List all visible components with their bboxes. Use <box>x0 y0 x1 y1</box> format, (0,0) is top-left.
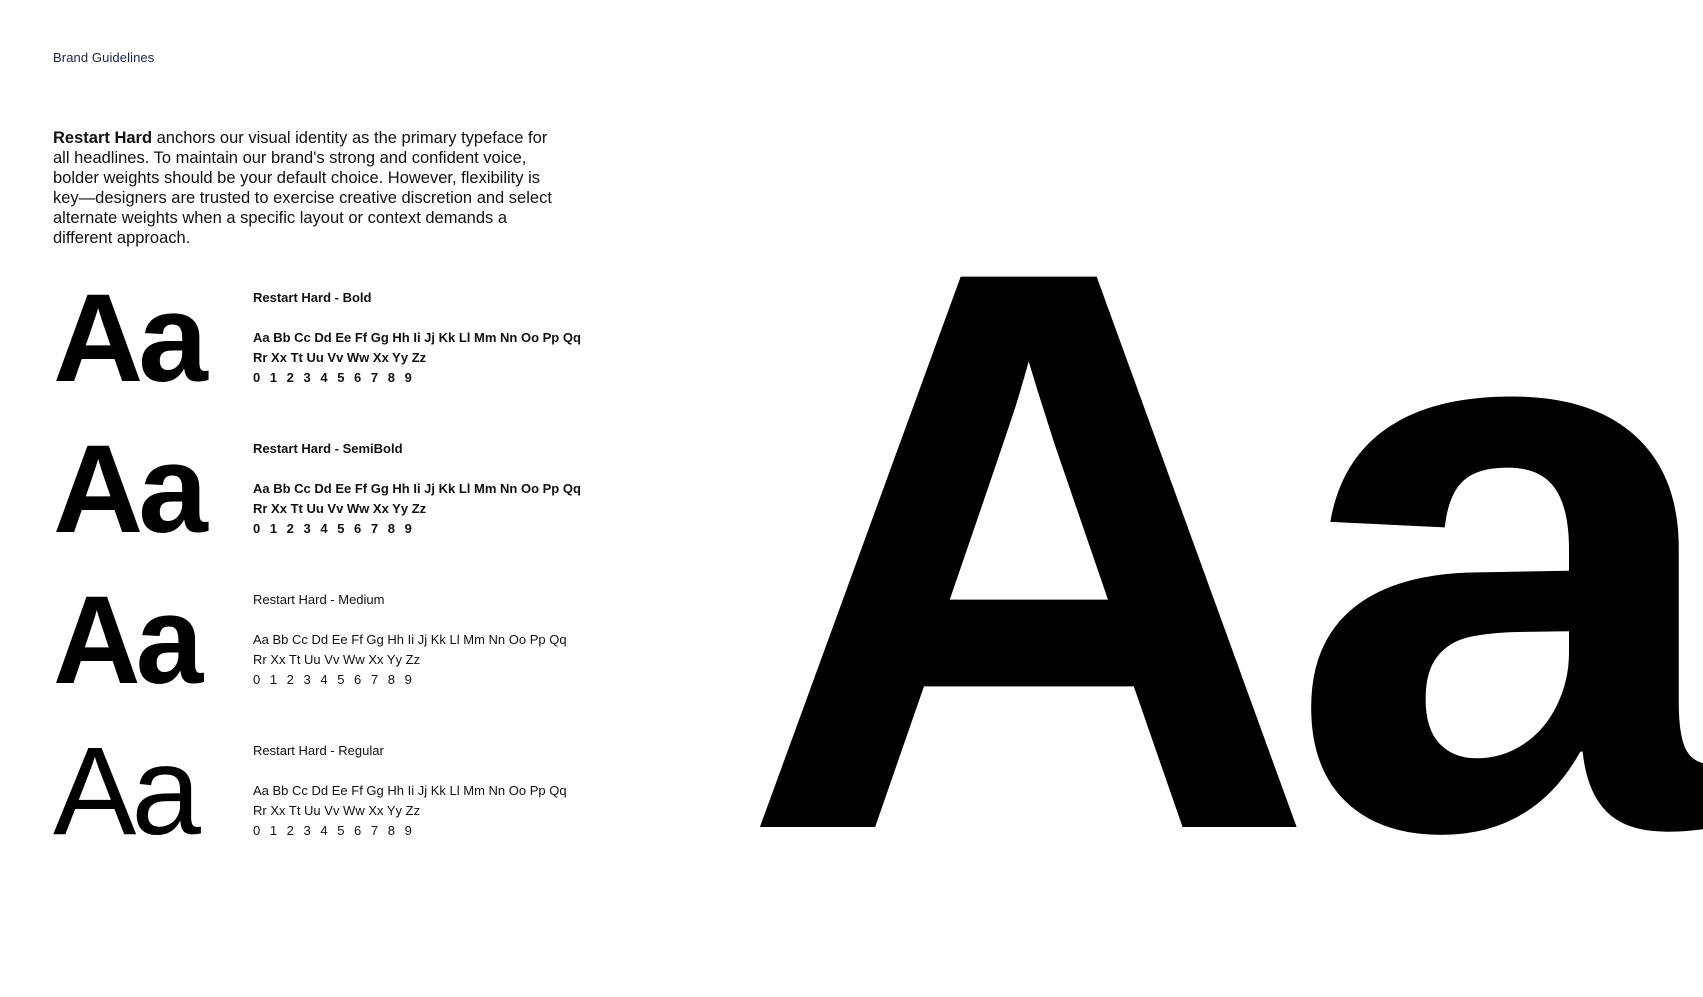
typeface-description: anchors our visual identity as the primary typeface for all headlines. To maintain our brand's strong and confident voice, bolder weights should be your default choice. However, flexibility is key—designers are trusted to exercise creative discretion and select alternate weights when a specific layout or context demands a different approach. <box>53 129 552 247</box>
specimen-glyph-medium: Aa <box>53 571 199 710</box>
weight-alphabet: Aa Bb Cc Dd Ee Ff Gg Hh Ii Jj Kk Ll Mm Nn Oo Pp Qq Rr Xx Tt Uu Vv Ww Xx Yy Zz <box>253 632 567 667</box>
specimen-glyph-bold: Aa <box>53 269 203 408</box>
weight-digits: 0 1 2 3 4 5 6 7 8 9 <box>253 823 415 838</box>
brand-guidelines-label: Brand Guidelines <box>53 50 155 65</box>
weight-alphabet: Aa Bb Cc Dd Ee Ff Gg Hh Ii Jj Kk Ll Mm Nn Oo Pp Qq Rr Xx Tt Uu Vv Ww Xx Yy Zz <box>253 481 581 516</box>
weight-info-medium <box>253 592 583 690</box>
weight-info-bold <box>253 290 583 388</box>
weight-digits: 0 1 2 3 4 5 6 7 8 9 <box>253 370 415 385</box>
weight-info-semibold <box>253 441 583 539</box>
weight-info-regular <box>253 743 583 841</box>
weight-alphabet: Aa Bb Cc Dd Ee Ff Gg Hh Ii Jj Kk Ll Mm Nn Oo Pp Qq Rr Xx Tt Uu Vv Ww Xx Yy Zz <box>253 783 567 818</box>
weight-row-regular <box>53 722 573 861</box>
specimen-glyph-semibold: Aa <box>53 420 203 559</box>
specimen-glyph-regular: Aa <box>53 722 196 861</box>
typeface-name: Restart Hard <box>53 129 153 147</box>
weight-alphabet: Aa Bb Cc Dd Ee Ff Gg Hh Ii Jj Kk Ll Mm Nn Oo Pp Qq Rr Xx Tt Uu Vv Ww Xx Yy Zz <box>253 330 581 365</box>
weight-name: Restart Hard - SemiBold <box>253 441 403 456</box>
hero-specimen-area <box>700 0 1703 997</box>
weight-name: Restart Hard - Bold <box>253 290 372 305</box>
weight-name: Restart Hard - Regular <box>253 743 384 758</box>
typeface-intro <box>53 128 553 248</box>
weight-name: Restart Hard - Medium <box>253 592 385 607</box>
hero-glyphs: Aa <box>740 103 1703 997</box>
weight-digits: 0 1 2 3 4 5 6 7 8 9 <box>253 521 415 536</box>
weight-row-bold <box>53 269 581 408</box>
weight-row-medium <box>53 571 573 710</box>
weight-row-semibold <box>53 420 581 559</box>
weight-digits: 0 1 2 3 4 5 6 7 8 9 <box>253 672 415 687</box>
